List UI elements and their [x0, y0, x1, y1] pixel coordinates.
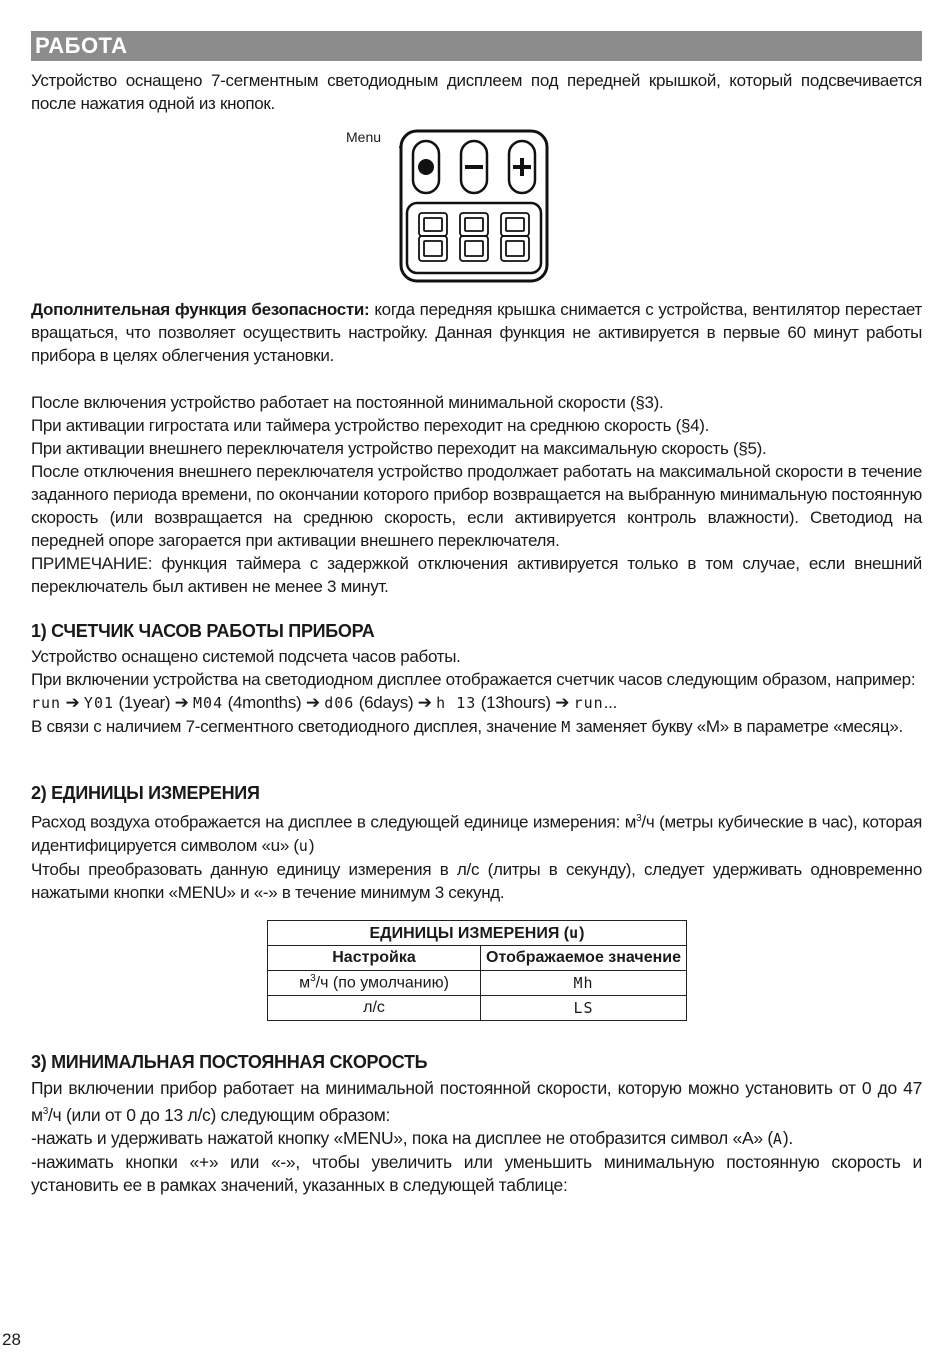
- section-2-line-1b: /ч (метры кубические в час), которая идентифицируется символом «u» (: [31, 812, 922, 855]
- seg-year: Y01: [83, 694, 115, 712]
- superscript: 3: [42, 1106, 48, 1117]
- operation-note: ПРИМЕЧАНИЕ: функция таймера с задержкой отключения активируется только в том случае, если внешний переключатель был активен не менее 3 минут.: [31, 554, 922, 596]
- section-3-line-2: [31, 1127, 922, 1151]
- seg-month: M04: [193, 694, 224, 712]
- section-3-line-1a: При включении прибор работает на минимальной постоянной скорости, которую можно установить от 0 до 47 м: [31, 1078, 922, 1125]
- arrow-right-icon: ➔: [417, 693, 432, 712]
- page-number: 28: [2, 1330, 21, 1349]
- setting-text: м: [299, 974, 311, 992]
- operation-line-3: При активации внешнего переключателя устройство переходит на максимальную скорость (§5).: [31, 439, 767, 458]
- units-table: [267, 920, 687, 1021]
- section-3-body: [31, 1077, 922, 1197]
- setting-cell: [268, 996, 481, 1021]
- safety-paragraph: [31, 298, 922, 367]
- section-2-line-1a: Расход воздуха отображается на дисплее в следующей единице измерения: м: [31, 812, 637, 832]
- seg-run: run: [31, 694, 62, 712]
- arrow-right-icon: ➔: [65, 693, 80, 712]
- day-label: (6days): [358, 693, 414, 712]
- seg-month-symbol: M: [561, 718, 572, 736]
- section-1-line-3a: В связи с наличием 7-сегментного светодиодного дисплея, значение: [31, 717, 557, 736]
- section-1-line-1: Устройство оснащено системой подсчета часов работы.: [31, 647, 461, 666]
- table-caption-close: ): [579, 924, 585, 942]
- section-3-line-3: -нажимать кнопки «+» или «-», чтобы увеличить или уменьшить минимальную постоянную скорость и установить ее в рамках значений, указанных в следующей таблице:: [31, 1151, 922, 1195]
- section-3-line-2a: -нажать и удерживать нажатой кнопку «MENU», пока на дисплее не отобразится символ «A» (: [31, 1127, 773, 1148]
- sequence-ellipsis: ...: [603, 693, 617, 712]
- section-3-line-1b: /ч (или от 0 до 13 л/с) следующим образом:: [48, 1104, 391, 1125]
- section-2-heading: 2) ЕДИНИЦЫ ИЗМЕРЕНИЯ: [31, 783, 260, 803]
- hour-label: (13hours): [480, 693, 551, 712]
- minus-icon: [465, 165, 483, 169]
- year-label: (1year): [118, 693, 171, 712]
- operation-line-2: При активации гигростата или таймера устройство переходит на среднюю скорость (§4).: [31, 416, 710, 435]
- table-header-row: [268, 946, 687, 971]
- month-label: (4months): [227, 693, 302, 712]
- display-cell: Mh: [481, 971, 687, 996]
- table-row: [268, 971, 687, 996]
- section-3-line-2b: ).: [782, 1127, 793, 1148]
- superscript: 3: [636, 813, 642, 824]
- section-1-line-3: [31, 715, 922, 739]
- safety-text: когда передняя крышка снимается с устройства, вентилятор перестает вращаться, что позволяет осуществить настройку. Данная функция не активируется в первые 60 минут работы прибора в целях облегчения установки.: [31, 300, 922, 365]
- section-2-body: [31, 807, 922, 904]
- table-caption: [268, 921, 687, 946]
- minus-button[interactable]: [461, 141, 487, 193]
- section-1-heading: 1) СЧЕТЧИК ЧАСОВ РАБОТЫ ПРИБОРА: [31, 621, 375, 641]
- hours-counter-sequence: [31, 691, 922, 715]
- display-cell: LS: [481, 996, 687, 1021]
- section-1-body: [31, 645, 922, 739]
- section-2-line-1c: ): [308, 835, 315, 855]
- section-1-line-3b: заменяет букву «М» в параметре «месяц».: [575, 717, 903, 736]
- menu-button[interactable]: [413, 141, 439, 193]
- seg-a-symbol: A: [772, 1129, 783, 1148]
- table-caption-text: ЕДИНИЦЫ ИЗМЕРЕНИЯ (: [369, 924, 570, 942]
- seg-caption-symbol: u: [569, 923, 580, 942]
- section-2-line-1: [31, 807, 922, 858]
- section-3-heading: 3) МИНИМАЛЬНАЯ ПОСТОЯННАЯ СКОРОСТЬ: [31, 1052, 428, 1072]
- table-row: [268, 996, 687, 1021]
- led-display: [407, 203, 541, 273]
- section-title-bar: РАБОТА: [31, 31, 922, 61]
- control-panel-illustration: [399, 129, 549, 283]
- setting-cell: [268, 971, 481, 996]
- section-3-line-1: [31, 1077, 922, 1127]
- seg-run-end: run: [573, 694, 604, 712]
- operation-block: [31, 391, 922, 598]
- menu-callout-label: Menu: [346, 129, 382, 145]
- arrow-right-icon: ➔: [174, 693, 189, 712]
- dot-icon: [418, 159, 434, 175]
- section-2-line-2: Чтобы преобразовать данную единицу измерения в л/с (литры в секунду), следует удерживать одновременно нажатыми кнопки «MENU» и «-» в течение минимум 3 секунд.: [31, 859, 922, 902]
- table-caption-row: [268, 921, 687, 946]
- plus-button[interactable]: [509, 141, 535, 193]
- seg-day: d06: [324, 694, 355, 712]
- seg-unit-symbol: u: [298, 836, 309, 855]
- arrow-right-icon: ➔: [555, 693, 570, 712]
- superscript: 3: [310, 973, 316, 985]
- safety-label: Дополнительная функция безопасности:: [31, 300, 370, 319]
- column-header-setting: Настройка: [268, 946, 481, 971]
- setting-text: л/с: [363, 999, 385, 1016]
- operation-line-1: После включения устройство работает на постоянной минимальной скорости (§3).: [31, 393, 664, 412]
- column-header-display: Отображаемое значение: [481, 946, 687, 971]
- seg-hour: h 13: [436, 694, 477, 712]
- setting-text-rest: /ч (по умолчанию): [315, 974, 449, 992]
- section-1-line-2: При включении устройства на светодиодном дисплее отображается счетчик часов следующим образом, например:: [31, 670, 916, 689]
- arrow-right-icon: ➔: [305, 693, 320, 712]
- intro-paragraph: Устройство оснащено 7-сегментным светодиодным дисплеем под передней крышкой, который подсвечивается после нажатия одной из кнопок.: [31, 71, 922, 113]
- operation-line-4: После отключения внешнего переключателя устройство продолжает работать на максимальной скорости в течение заданного периода времени, по окончании которого прибор возвращается на выбранную минимальную постоянную скорость (или возвращается на среднюю скорость, если активируется контроль влажности). Светодиод на передней опоре загорается при активации внешнего переключателя.: [31, 462, 922, 550]
